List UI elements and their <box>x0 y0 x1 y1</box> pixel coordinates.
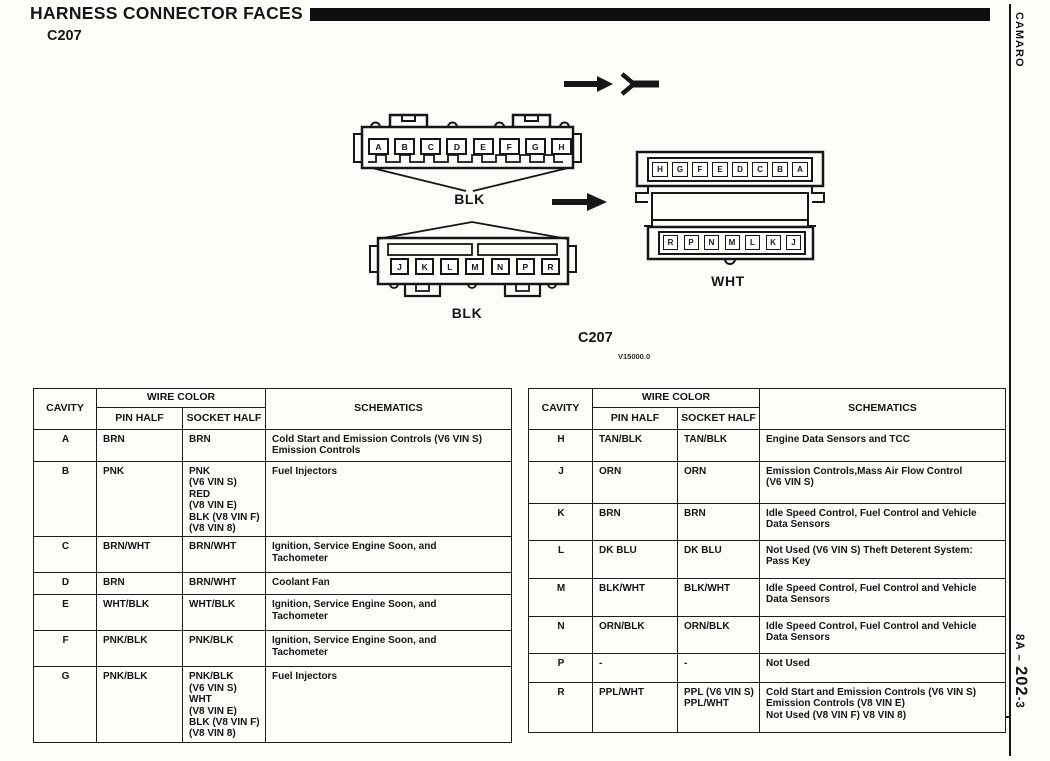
cell-schematics: Coolant Fan <box>266 573 512 595</box>
cell-pin-half: BRN <box>97 430 183 462</box>
connector-color-label: WHT <box>711 273 745 289</box>
page-number-prefix: 8A – <box>1013 634 1025 667</box>
cell-socket-half: BRN/WHT <box>183 537 266 573</box>
cell-socket-half: PNK/BLK <box>183 631 266 667</box>
cell-cavity: F <box>34 631 97 667</box>
pin-cavity-E: E <box>712 162 728 177</box>
pin-cavity-B: B <box>394 138 415 155</box>
connector-blk-socket-half <box>368 218 578 322</box>
cell-cavity: P <box>529 654 593 683</box>
cell-cavity: C <box>34 537 97 573</box>
table-row <box>529 683 1006 733</box>
cell-schematics: Ignition, Service Engine Soon, and Tachometer <box>266 631 512 667</box>
pin-cavity-P: P <box>516 258 535 275</box>
table-row <box>34 631 512 667</box>
table-row <box>34 462 512 537</box>
cell-cavity: L <box>529 541 593 579</box>
arrow-and-pin-symbol-icon <box>560 68 665 102</box>
table-row <box>529 617 1006 654</box>
connector-color-label: BLK <box>454 191 485 207</box>
cell-pin-half: PPL/WHT <box>593 683 678 733</box>
col-header-socket-half: SOCKET HALF <box>678 408 760 430</box>
wire-table-blk <box>33 388 512 743</box>
col-header-wire-color: WIRE COLOR <box>97 389 266 408</box>
pin-row-h-a <box>652 162 808 178</box>
pin-cavity-M: M <box>465 258 484 275</box>
pin-cavity-K: K <box>766 235 781 250</box>
connector-blk-pin-half <box>352 106 587 208</box>
cell-cavity: R <box>529 683 593 733</box>
sidebar-model-label: CAMARO <box>1013 12 1025 68</box>
pin-row-a-h <box>368 138 572 155</box>
cell-pin-half: ORN <box>593 462 678 504</box>
cell-pin-half: BRN <box>97 573 183 595</box>
page-number-suffix: -3 <box>1013 696 1025 709</box>
cell-schematics: Idle Speed Control, Fuel Control and Vehicle Data Sensors <box>760 504 1006 541</box>
pin-cavity-G: G <box>672 162 688 177</box>
cell-schematics: Emission Controls,Mass Air Flow Control (V6 VIN S) <box>760 462 1006 504</box>
pin-cavity-J: J <box>786 235 801 250</box>
pin-cavity-C: C <box>420 138 441 155</box>
pin-row-r-j <box>663 235 801 251</box>
col-header-wire-color: WIRE COLOR <box>593 389 760 408</box>
cell-schematics: Idle Speed Control, Fuel Control and Vehicle Data Sensors <box>760 617 1006 654</box>
cell-socket-half: ORN <box>678 462 760 504</box>
table-row <box>34 573 512 595</box>
pin-cavity-L: L <box>440 258 459 275</box>
page-title: HARNESS CONNECTOR FACES <box>30 3 303 23</box>
wire-table-wht <box>528 388 1006 733</box>
pin-cavity-H: H <box>652 162 668 177</box>
cell-pin-half: WHT/BLK <box>97 595 183 631</box>
table-row <box>529 504 1006 541</box>
cell-schematics: Idle Speed Control, Fuel Control and Vehicle Data Sensors <box>760 579 1006 617</box>
pin-cavity-R: R <box>541 258 560 275</box>
connector-wht-mating-face <box>628 143 828 293</box>
pin-cavity-G: G <box>525 138 546 155</box>
cell-socket-half: - <box>678 654 760 683</box>
cell-cavity: M <box>529 579 593 617</box>
cell-cavity: J <box>529 462 593 504</box>
cell-socket-half: PPL (V6 VIN S) PPL/WHT <box>678 683 760 733</box>
cell-socket-half: DK BLU <box>678 541 760 579</box>
pin-row-j-r <box>390 258 560 275</box>
col-header-cavity: CAVITY <box>34 389 97 430</box>
pin-cavity-C: C <box>752 162 768 177</box>
cell-cavity: G <box>34 667 97 742</box>
cell-pin-half: PNK/BLK <box>97 667 183 742</box>
pin-cavity-F: F <box>499 138 520 155</box>
table-row <box>34 430 512 462</box>
figure-label: C207 <box>578 330 613 346</box>
col-header-pin-half: PIN HALF <box>593 408 678 430</box>
table-row <box>34 595 512 631</box>
col-header-pin-half: PIN HALF <box>97 408 183 430</box>
title-rule-bar <box>310 8 990 21</box>
cell-pin-half: DK BLU <box>593 541 678 579</box>
cell-schematics: Ignition, Service Engine Soon, and Tachometer <box>266 595 512 631</box>
pin-cavity-R: R <box>663 235 678 250</box>
pin-cavity-P: P <box>684 235 699 250</box>
cell-socket-half: TAN/BLK <box>678 430 760 462</box>
cell-cavity: H <box>529 430 593 462</box>
col-header-cavity: CAVITY <box>529 389 593 430</box>
cell-socket-half: BRN <box>678 504 760 541</box>
cell-schematics: Cold Start and Emission Controls (V6 VIN S) Emission Controls <box>266 430 512 462</box>
table-row <box>529 541 1006 579</box>
cell-cavity: B <box>34 462 97 537</box>
pin-cavity-M: M <box>725 235 740 250</box>
table-row <box>529 462 1006 504</box>
table-row <box>529 654 1006 683</box>
connector-id-heading: C207 <box>47 28 82 44</box>
pin-cavity-D: D <box>732 162 748 177</box>
cell-schematics: Fuel Injectors <box>266 667 512 742</box>
cell-cavity: D <box>34 573 97 595</box>
pin-cavity-A: A <box>792 162 808 177</box>
table-row <box>529 579 1006 617</box>
cell-socket-half: BRN/WHT <box>183 573 266 595</box>
cell-cavity: K <box>529 504 593 541</box>
pin-half-symbol <box>560 68 665 102</box>
cell-pin-half: PNK/BLK <box>97 631 183 667</box>
table-row <box>529 430 1006 462</box>
col-header-socket-half: SOCKET HALF <box>183 408 266 430</box>
cell-cavity: N <box>529 617 593 654</box>
sidebar-page-number <box>1011 634 1030 709</box>
table-row <box>34 537 512 573</box>
cell-pin-half: BRN/WHT <box>97 537 183 573</box>
pin-cavity-A: A <box>368 138 389 155</box>
table-row <box>34 667 512 742</box>
pin-cavity-B: B <box>772 162 788 177</box>
cell-cavity: A <box>34 430 97 462</box>
pin-cavity-J: J <box>390 258 409 275</box>
cell-socket-half: WHT/BLK <box>183 595 266 631</box>
cell-pin-half: BLK/WHT <box>593 579 678 617</box>
pin-cavity-L: L <box>745 235 760 250</box>
cell-cavity: E <box>34 595 97 631</box>
cell-schematics: Cold Start and Emission Controls (V6 VIN S) Emission Controls (V8 VIN E) Not Used (V8 VIN F) V8 VIN 8) <box>760 683 1006 733</box>
pin-cavity-N: N <box>491 258 510 275</box>
page-number-main: 202 <box>1012 666 1030 697</box>
figure-reference-number: V15000.0 <box>618 352 651 361</box>
pin-cavity-E: E <box>473 138 494 155</box>
cell-socket-half: BLK/WHT <box>678 579 760 617</box>
cell-schematics: Not Used (V6 VIN S) Theft Deterent System: Pass Key <box>760 541 1006 579</box>
pin-cavity-N: N <box>704 235 719 250</box>
cell-schematics: Engine Data Sensors and TCC <box>760 430 1006 462</box>
cell-pin-half: PNK <box>97 462 183 537</box>
pin-cavity-D: D <box>446 138 467 155</box>
pin-cavity-K: K <box>415 258 434 275</box>
connector-color-label: BLK <box>451 305 483 321</box>
cell-pin-half: ORN/BLK <box>593 617 678 654</box>
cell-socket-half: BRN <box>183 430 266 462</box>
col-header-schematics: SCHEMATICS <box>760 389 1006 430</box>
cell-pin-half: - <box>593 654 678 683</box>
cell-socket-half: PNK (V6 VIN S) RED (V8 VIN E) BLK (V8 VIN F) (V8 VIN 8) <box>183 462 266 537</box>
cell-socket-half: PNK/BLK (V6 VIN S) WHT (V8 VIN E) BLK (V8 VIN F) (V8 VIN 8) <box>183 667 266 742</box>
col-header-schematics: SCHEMATICS <box>266 389 512 430</box>
cell-pin-half: TAN/BLK <box>593 430 678 462</box>
cell-pin-half: BRN <box>593 504 678 541</box>
cell-socket-half: ORN/BLK <box>678 617 760 654</box>
cell-schematics: Not Used <box>760 654 1006 683</box>
pin-cavity-H: H <box>551 138 572 155</box>
cell-schematics: Ignition, Service Engine Soon, and Tachometer <box>266 537 512 573</box>
cell-schematics: Fuel Injectors <box>266 462 512 537</box>
pin-cavity-F: F <box>692 162 708 177</box>
